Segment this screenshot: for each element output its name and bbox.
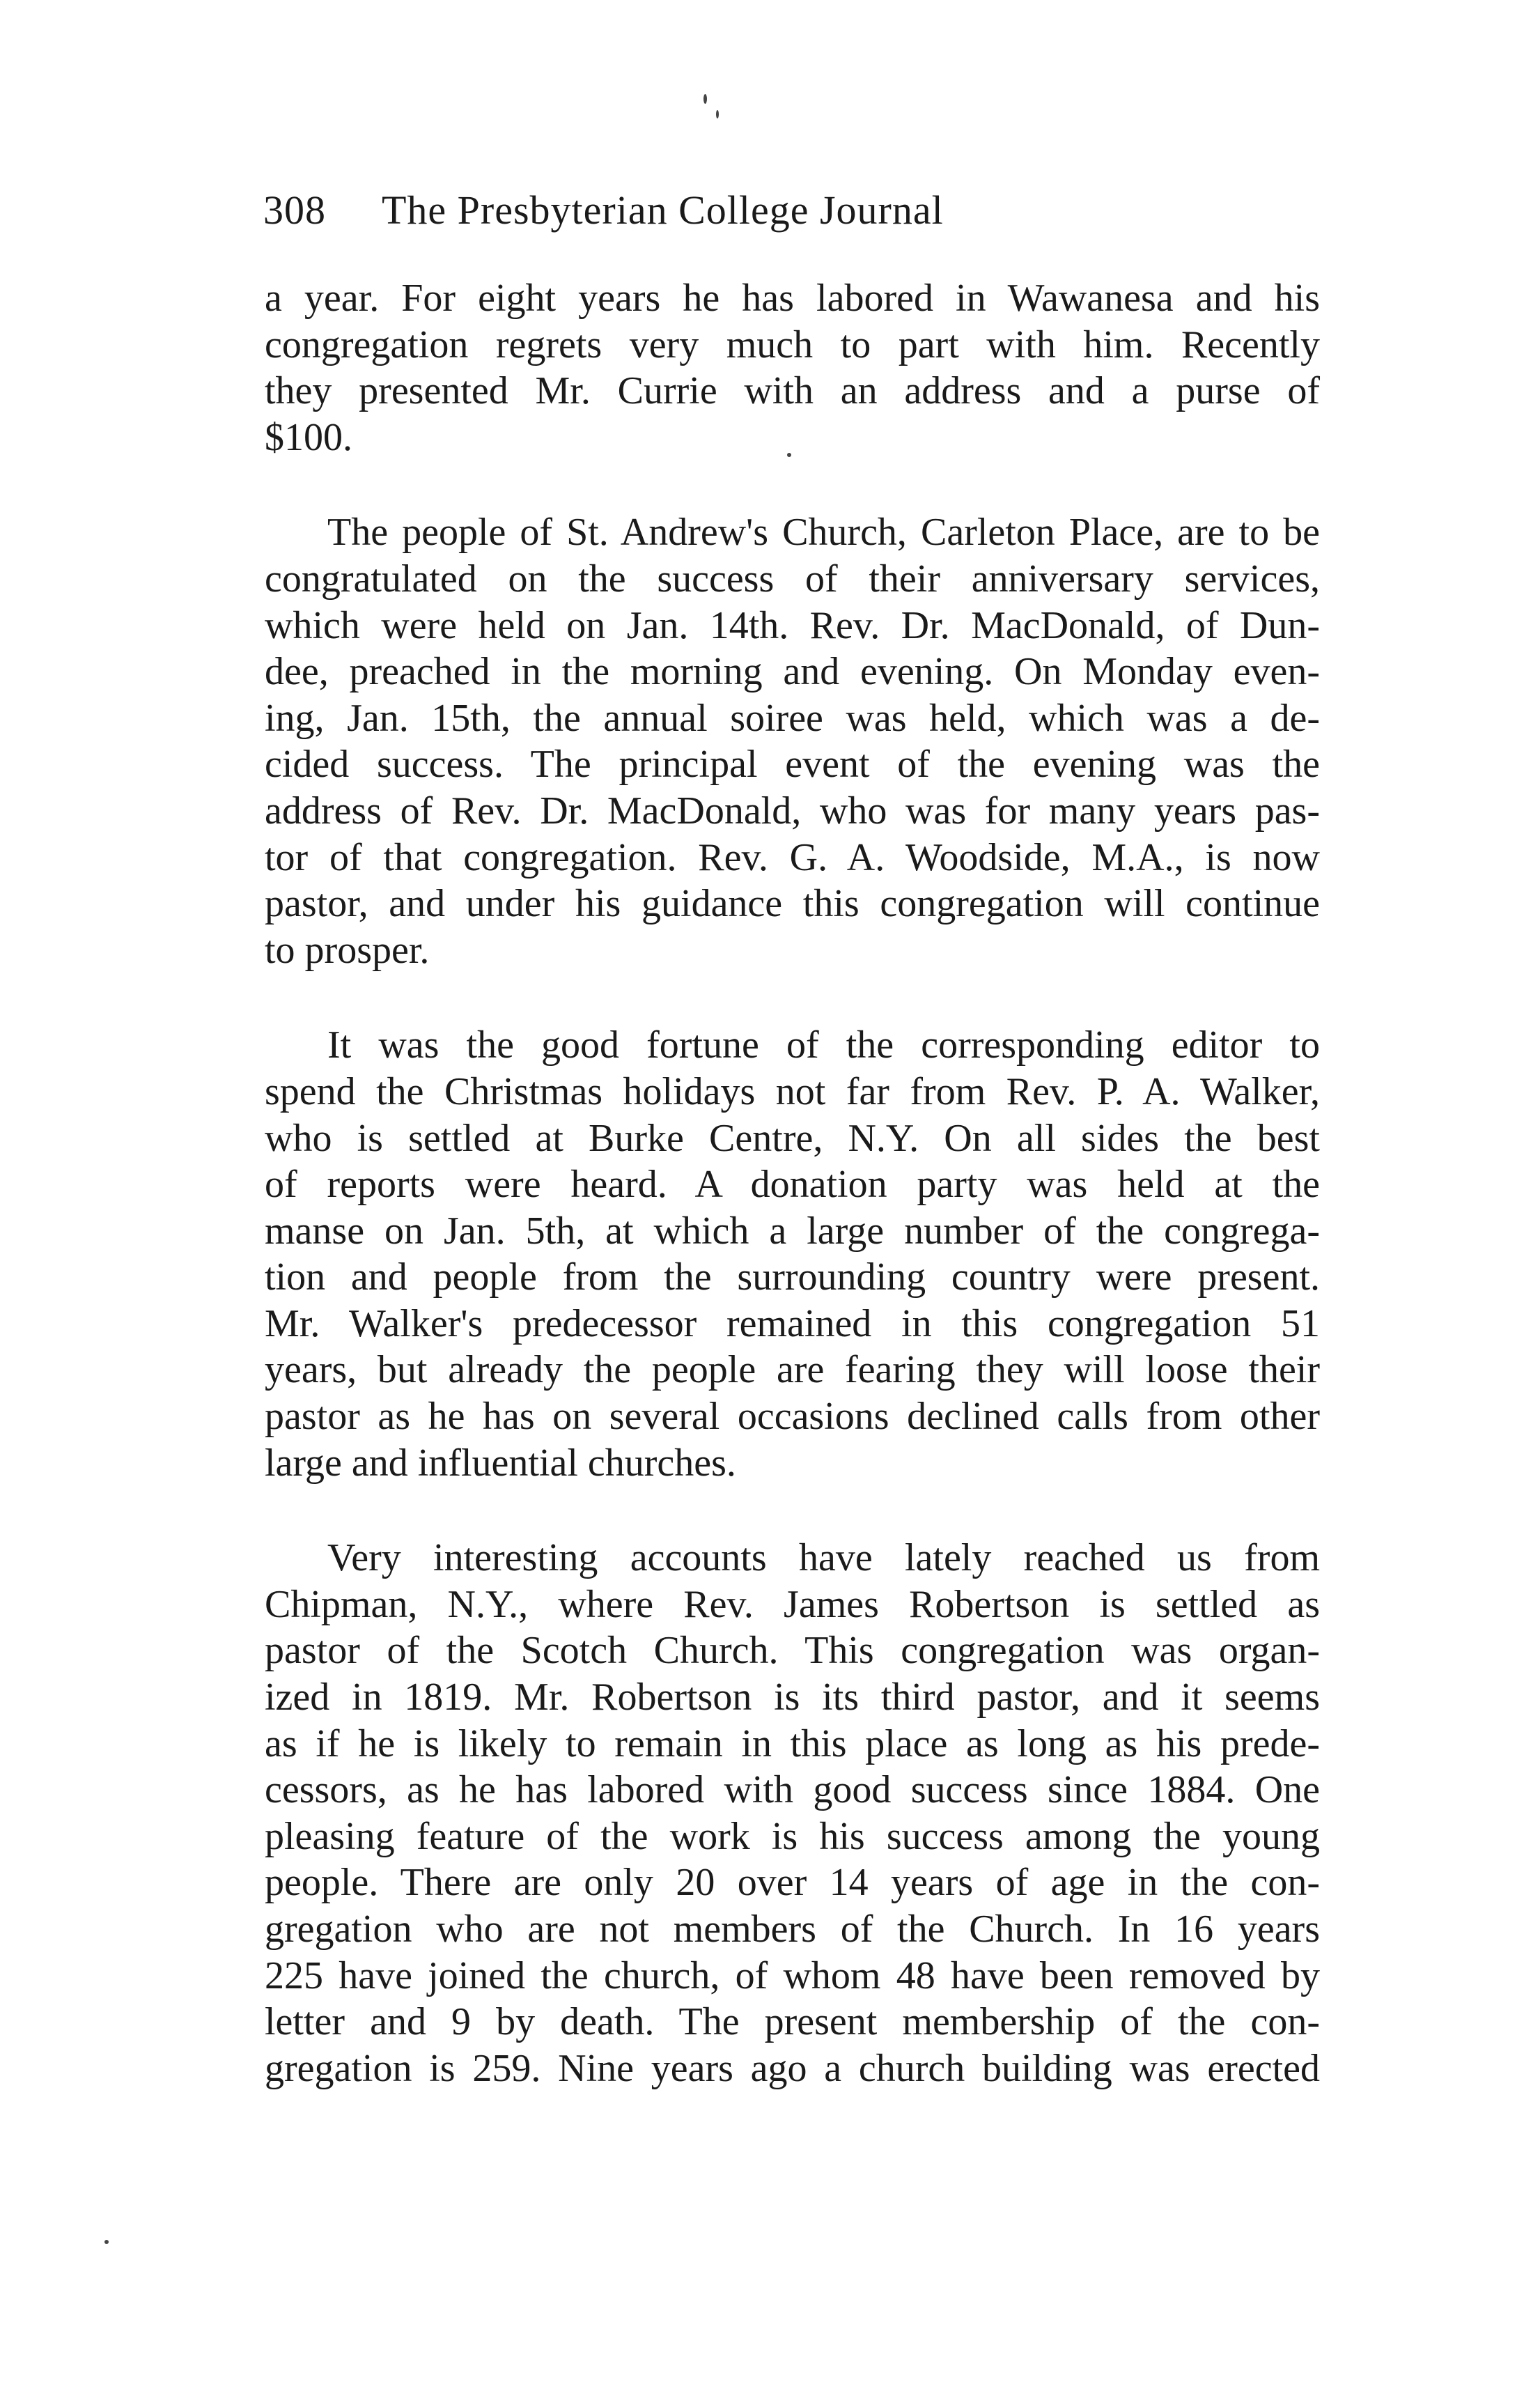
paragraph-chipman [265,1535,1320,2091]
paragraph-carleton-place [265,509,1320,973]
paragraph-gap [265,461,1320,509]
text-line: pastor as he has on several occasions declined calls from other [265,1395,1320,1439]
text-line: cessors, as he has labored with good success since 1884. One [265,1768,1320,1812]
journal-title: The Presbyterian College Journal [382,187,944,233]
page-header [263,187,1308,256]
text-line: dee, preached in the morning and evening. On Monday even- [265,650,1320,694]
text-line: pleasing feature of the work is his success among the young [265,1814,1320,1858]
text-line: they presented Mr. Currie with an address and a purse of [265,369,1320,413]
page-number: 308 [263,187,326,233]
ink-speck [703,94,707,104]
ink-speck [104,2240,109,2244]
text-line: years, but already the people are fearing they will loose their [265,1348,1320,1392]
text-line: congregation regrets very much to part with him. Recently [265,323,1320,366]
text-line: Chipman, N.Y., where Rev. James Robertson is settled as [265,1582,1320,1626]
text-line: spend the Christmas holidays not far from Rev. P. A. Walker, [265,1069,1320,1113]
text-line: Very interesting accounts have lately reached us from [327,1536,1320,1580]
text-line: $100. [265,415,352,459]
ink-speck [716,110,719,118]
text-line: tion and people from the surrounding country were present. [265,1255,1320,1299]
text-line: It was the good fortune of the corresponding editor to [327,1023,1320,1067]
text-line: tor of that congregation. Rev. G. A. Woodside, M.A., is now [265,835,1320,879]
text-line: congratulated on the success of their anniversary services, [265,557,1320,601]
text-line: manse on Jan. 5th, at which a large number of the congrega- [265,1209,1320,1253]
text-line: pastor, and under his guidance this congregation will continue [265,882,1320,926]
text-line: as if he is likely to remain in this place as long as his prede- [265,1722,1320,1765]
text-line: pastor of the Scotch Church. This congregation was organ- [265,1629,1320,1673]
article-body [265,275,1320,2091]
text-line: people. There are only 20 over 14 years of age in the con- [265,1861,1320,1905]
text-line: letter and 9 by death. The present membership of the con- [265,2000,1320,2044]
paragraph-burke-centre [265,1022,1320,1486]
text-line: 225 have joined the church, of whom 48 have been removed by [265,1954,1320,1997]
text-line: ized in 1819. Mr. Robertson is its third pastor, and it seems [265,1676,1320,1719]
text-line: who is settled at Burke Centre, N.Y. On all sides the best [265,1116,1320,1160]
text-line: cided success. The principal event of the evening was the [265,743,1320,787]
text-line: of reports were heard. A donation party was held at the [265,1163,1320,1207]
text-line: gregation who are not members of the Church. In 16 years [265,1908,1320,1951]
text-line: large and influential churches. [265,1441,736,1485]
paragraph-wawanesa [265,275,1320,461]
text-line: The people of St. Andrew's Church, Carleton Place, are to be [327,511,1320,555]
text-line: gregation is 259. Nine years ago a church building was erected [265,2046,1320,2090]
text-line: to prosper. [265,928,430,972]
text-line: which were held on Jan. 14th. Rev. Dr. MacDonald, of Dun- [265,603,1320,647]
text-line: address of Rev. Dr. MacDonald, who was for many years pas- [265,789,1320,833]
paragraph-gap [265,1486,1320,1535]
paragraph-gap [265,973,1320,1022]
text-line: a year. For eight years he has labored in Wawanesa and his [265,277,1320,320]
text-line: ing, Jan. 15th, the annual soiree was held, which was a de- [265,696,1320,740]
text-line: Mr. Walker's predecessor remained in this congregation 51 [265,1301,1320,1345]
